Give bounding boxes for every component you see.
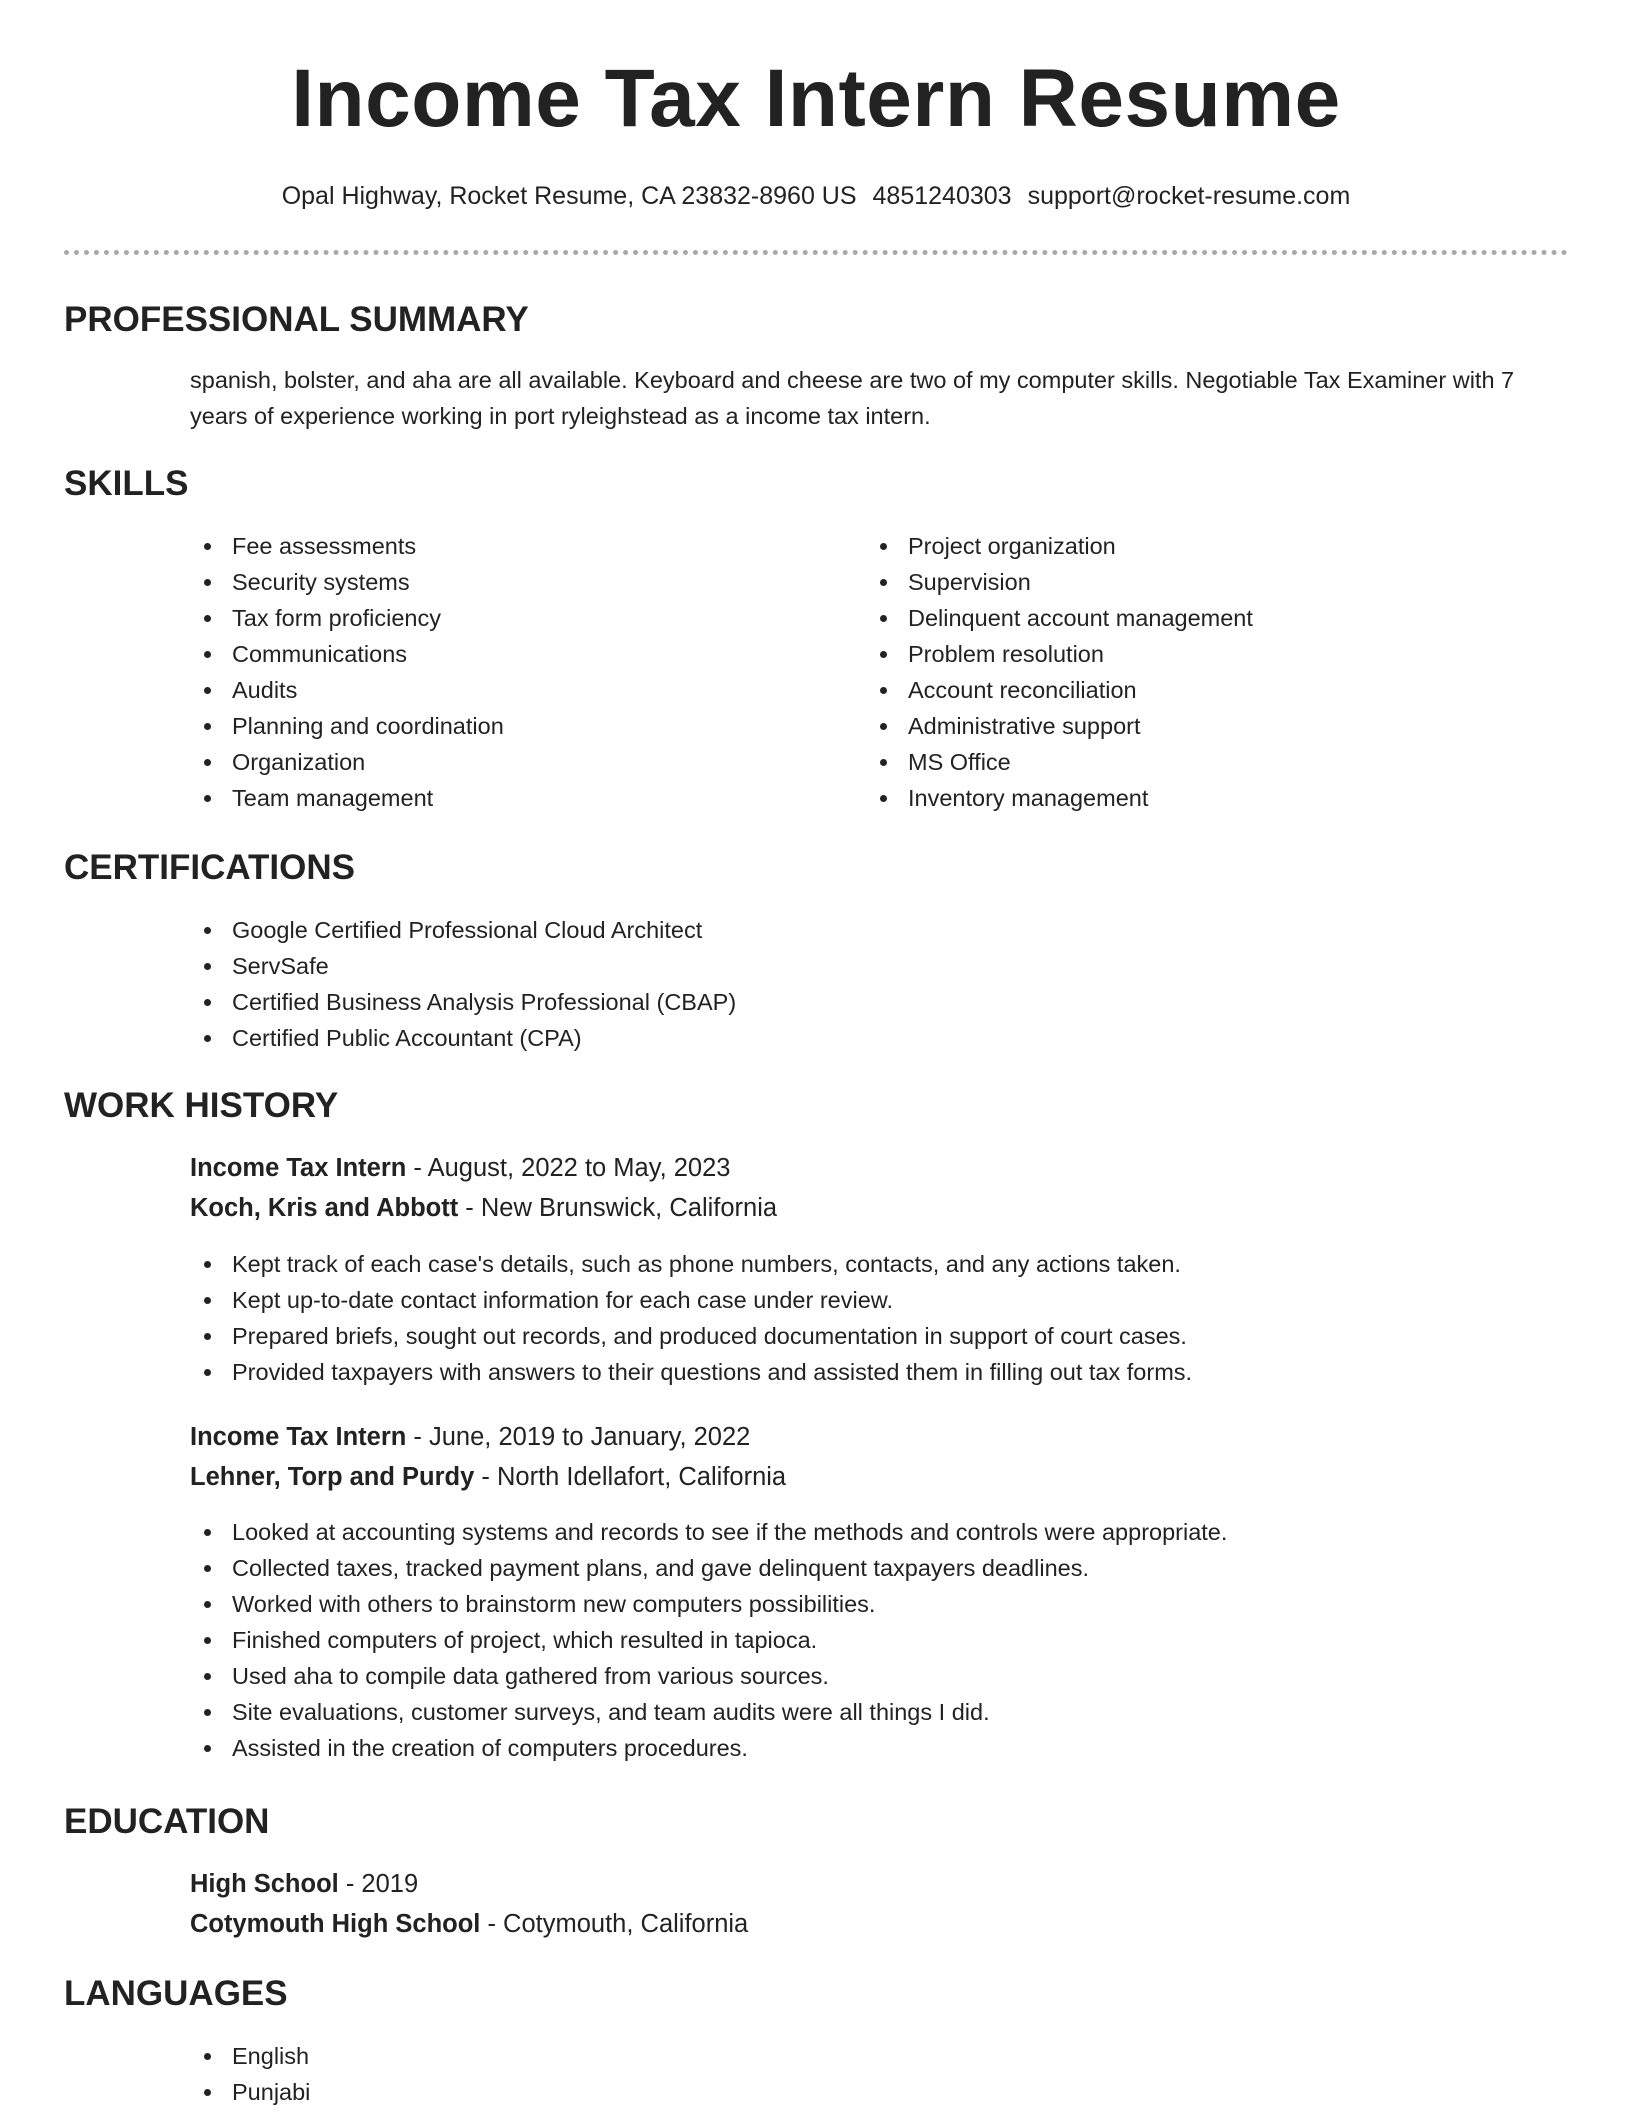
contact-phone: 4851240303 (872, 182, 1012, 210)
list-item: Project organization (864, 528, 1253, 564)
list-item: Punjabi (188, 2074, 310, 2110)
list-item: Finished computers of project, which resulted in tapioca. (188, 1622, 1227, 1658)
job-company: Koch, Kris and Abbott (190, 1194, 459, 1222)
education-school-line (190, 1912, 748, 1938)
list-item: Kept track of each case's details, such as phone numbers, contacts, and any actions taken. (188, 1246, 1192, 1282)
education-location: - Cotymouth, California (480, 1910, 749, 1938)
job-dates: - August, 2022 to May, 2023 (406, 1154, 731, 1182)
languages-heading: LANGUAGES (64, 1974, 288, 2013)
list-item: Provided taxpayers with answers to their questions and assisted them in filling out tax forms. (188, 1354, 1192, 1390)
list-item: Kept up-to-date contact information for each case under review. (188, 1282, 1192, 1318)
list-item: English (188, 2038, 310, 2074)
list-item: Used aha to compile data gathered from various sources. (188, 1658, 1227, 1694)
page-title: Income Tax Intern Resume (291, 53, 1341, 144)
list-item: Certified Business Analysis Professional (CBAP) (188, 984, 736, 1020)
job-bullets (188, 1514, 1227, 1766)
header-divider (64, 250, 1568, 255)
list-item: Security systems (188, 564, 504, 600)
job-title: Income Tax Intern (190, 1154, 407, 1182)
job-company-line (190, 1465, 786, 1491)
list-item: Google Certified Professional Cloud Architect (188, 912, 736, 948)
job-title: Income Tax Intern (190, 1423, 407, 1451)
summary-heading: PROFESSIONAL SUMMARY (64, 300, 529, 339)
education-year: - 2019 (338, 1870, 419, 1898)
list-item: Communications (188, 636, 504, 672)
list-item: Assisted in the creation of computers procedures. (188, 1730, 1227, 1766)
list-item: Looked at accounting systems and records to see if the methods and controls were appropriate. (188, 1514, 1227, 1550)
list-item: ServSafe (188, 948, 736, 984)
job-title-line (190, 1425, 750, 1451)
work-history-heading: WORK HISTORY (64, 1086, 339, 1125)
contact-email: support@rocket-resume.com (1027, 182, 1351, 210)
list-item: Site evaluations, customer surveys, and team audits were all things I did. (188, 1694, 1227, 1730)
list-item: Planning and coordination (188, 708, 504, 744)
job-location: - North Idellafort, California (474, 1463, 787, 1491)
list-item: Collected taxes, tracked payment plans, and gave delinquent taxpayers deadlines. (188, 1550, 1227, 1586)
list-item: Supervision (864, 564, 1253, 600)
languages-list (188, 2038, 310, 2110)
job-dates: - June, 2019 to January, 2022 (406, 1423, 751, 1451)
list-item: MS Office (864, 744, 1253, 780)
list-item: Inventory management (864, 780, 1253, 816)
contact-address: Opal Highway, Rocket Resume, CA 23832-8960 US (281, 182, 857, 210)
list-item: Fee assessments (188, 528, 504, 564)
education-school: Cotymouth High School (190, 1910, 481, 1938)
job-company-line (190, 1196, 777, 1222)
list-item: Account reconciliation (864, 672, 1253, 708)
summary-text: spanish, bolster, and aha are all available. Keyboard and cheese are two of my computer skills. Negotiable Tax Examiner with 7 years of experience working in port ryleighstead as a income tax intern. (190, 367, 1515, 429)
list-item: Certified Public Accountant (CPA) (188, 1020, 736, 1056)
list-item: Problem resolution (864, 636, 1253, 672)
job-company: Lehner, Torp and Purdy (190, 1463, 475, 1491)
education-degree-line (190, 1872, 418, 1898)
list-item: Team management (188, 780, 504, 816)
list-item: Tax form proficiency (188, 600, 504, 636)
skills-list-left (188, 528, 504, 816)
list-item: Worked with others to brainstorm new computers possibilities. (188, 1586, 1227, 1622)
education-degree: High School (190, 1870, 339, 1898)
job-title-line (190, 1156, 730, 1182)
job-bullets (188, 1246, 1192, 1390)
education-heading: EDUCATION (64, 1802, 270, 1841)
list-item: Administrative support (864, 708, 1253, 744)
skills-heading: SKILLS (64, 464, 189, 503)
list-item: Prepared briefs, sought out records, and produced documentation in support of court cases. (188, 1318, 1192, 1354)
certifications-list (188, 912, 736, 1056)
list-item: Delinquent account management (864, 600, 1253, 636)
list-item: Audits (188, 672, 504, 708)
certifications-heading: CERTIFICATIONS (64, 848, 356, 887)
job-location: - New Brunswick, California (458, 1194, 778, 1222)
list-item: Organization (188, 744, 504, 780)
contact-line (0, 184, 1632, 209)
skills-list-right (864, 528, 1253, 816)
